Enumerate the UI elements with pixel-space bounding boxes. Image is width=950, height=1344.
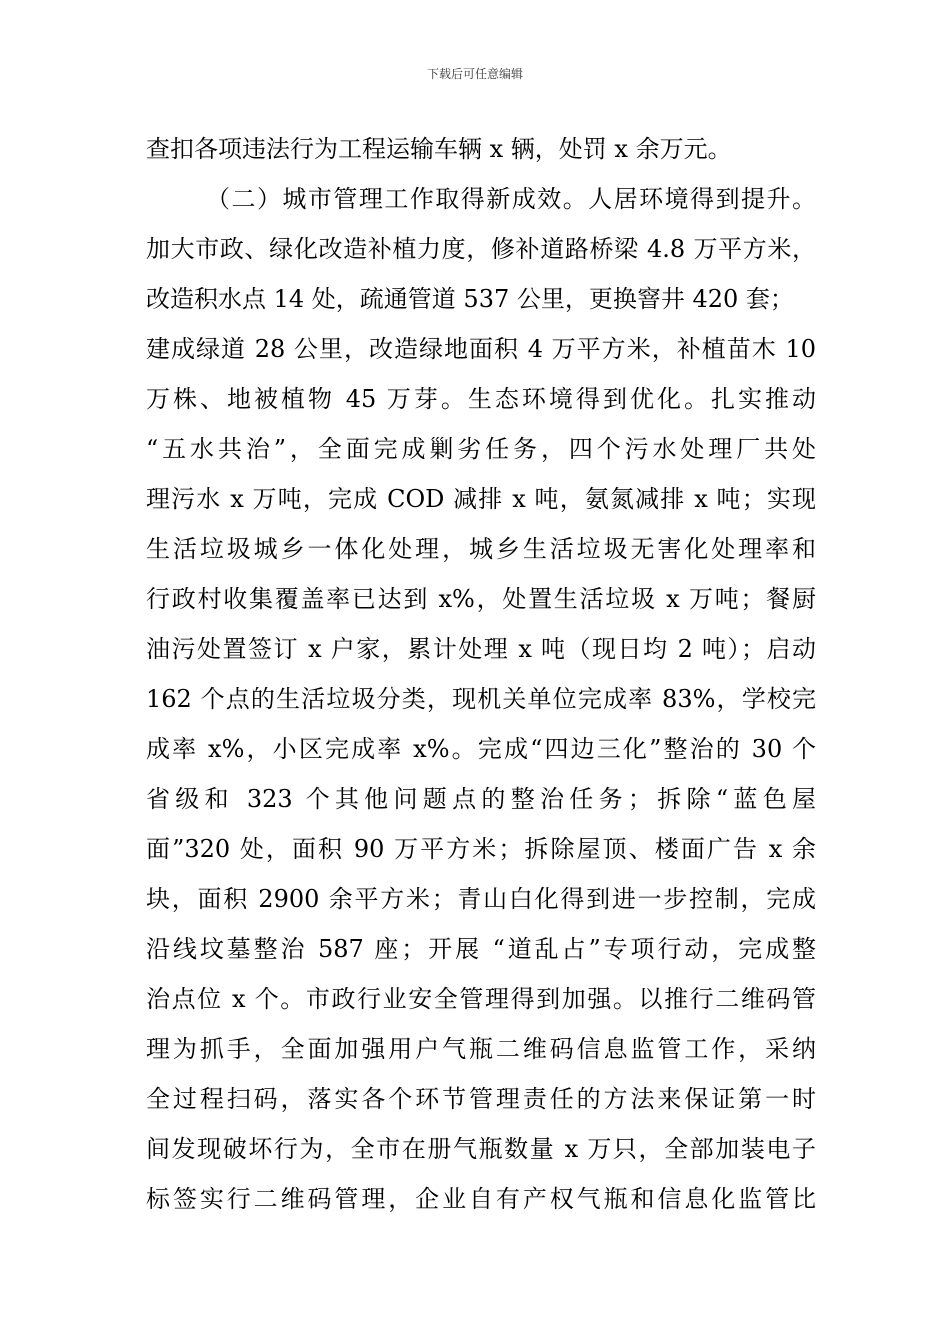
paragraph-line: 理为抓手，全面加强用户气瓶二维码信息监管工作，采纳 — [146, 1035, 816, 1063]
paragraph-line: 理污水 x 万吨，完成 COD 减排 x 吨，氨氮减排 x 吨；实现 — [146, 485, 816, 513]
paragraph-line: 块，面积 2900 余平方米；青山白化得到进一步控制，完成 — [146, 885, 816, 913]
paragraph-line: 沿线坟墓整治 587 座；开展 “道乱占”专项行动，完成整 — [146, 935, 816, 963]
document-body — [146, 124, 816, 1224]
paragraph-line: 油污处置签订 x 户家，累计处理 x 吨（现日均 2 吨）；启动 — [146, 635, 816, 663]
paragraph-line: 建成绿道 28 公里，改造绿地面积 4 万平方米，补植苗木 10 — [146, 335, 816, 363]
paragraph-line: 全过程扫码，落实各个环节管理责任的方法来保证第一时 — [146, 1085, 816, 1113]
paragraph-line: 省级和 323 个其他问题点的整治任务；拆除“蓝色屋 — [146, 785, 816, 813]
paragraph-line: 万株、地被植物 45 万芽。生态环境得到优化。扎实推动 — [146, 385, 816, 413]
paragraph-line: 行政村收集覆盖率已达到 x%，处置生活垃圾 x 万吨；餐厨 — [146, 585, 816, 613]
paragraph-line: 间发现破坏行为，全市在册气瓶数量 x 万只，全部加装电子 — [146, 1135, 816, 1163]
paragraph-line: 162 个点的生活垃圾分类，现机关单位完成率 83%，学校完 — [146, 685, 816, 713]
paragraph-line: 成率 x%，小区完成率 x%。完成“四边三化”整治的 30 个 — [146, 735, 816, 763]
page-header: 下载后可任意编辑 — [426, 67, 523, 81]
paragraph-line: 加大市政、绿化改造补植力度，修补道路桥梁 4.8 万平方米， — [146, 235, 816, 263]
paragraph-line: 生活垃圾城乡一体化处理，城乡生活垃圾无害化处理率和 — [146, 535, 816, 563]
paragraph-line: （二）城市管理工作取得新成效。人居环境得到提升。 — [206, 185, 816, 213]
paragraph-line: 改造积水点 14 处，疏通管道 537 公里，更换窨井 420 套； — [146, 285, 794, 313]
paragraph-line: 治点位 x 个。市政行业安全管理得到加强。以推行二维码管 — [146, 985, 816, 1013]
paragraph-line: 标签实行二维码管理，企业自有产权气瓶和信息化监管比 — [146, 1185, 816, 1213]
paragraph-line: 查扣各项违法行为工程运输车辆 x 辆，处罚 x 余万元。 — [146, 135, 732, 163]
paragraph-line: 面”320 处，面积 90 万平方米；拆除屋顶、楼面广告 x 余 — [146, 835, 816, 863]
paragraph-line: “五水共治”，全面完成剿劣任务，四个污水处理厂共处 — [146, 435, 816, 463]
